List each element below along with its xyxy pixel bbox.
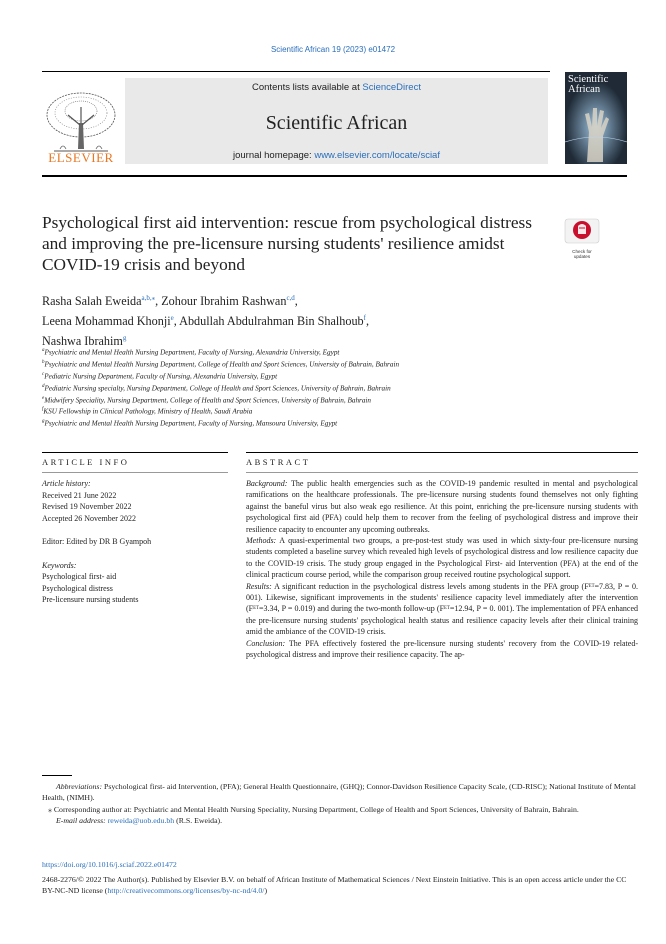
journal-cover-thumbnail: [565, 72, 627, 164]
author-name: Nashwa Ibrahim: [42, 334, 123, 349]
homepage-line: [125, 150, 548, 161]
author-separator: ,: [366, 314, 370, 329]
affiliation-text: KSU Fellowship in Clinical Pathology, Ministry of Health, Saudi Arabia: [43, 407, 253, 416]
affiliation-key: g: [42, 419, 45, 425]
header-rule-bottom: [42, 175, 627, 177]
header-rule-top: [42, 71, 550, 72]
abstract-conclusion: [246, 638, 638, 661]
keyword: Pre-licensure nursing students: [42, 595, 139, 604]
cover-title-line1: Scientific: [568, 74, 609, 85]
elsevier-wordmark: ELSEVIER: [48, 150, 114, 165]
received-date: Received 21 June 2022: [42, 490, 117, 500]
author: [179, 314, 369, 328]
keyword: Psychological first- aid: [42, 572, 117, 581]
corresponding-author-footnote: [42, 805, 638, 816]
footnote-rule: [42, 775, 72, 776]
conclusion-text: The PFA effectively fostered the pre-licensure nursing students' recovery from the COVID-19 related- psychological distress and improve their resilience capacity. The ap-: [246, 638, 638, 660]
abstract-methods: [246, 535, 638, 581]
affiliation-key: f: [42, 407, 44, 413]
affiliation: [42, 382, 622, 394]
abstract-body: [246, 478, 638, 661]
author-name: Abdullah Abdulrahman Bin Shalhoub: [179, 314, 364, 329]
contents-prefix: Contents lists available at: [252, 82, 363, 93]
results-label: Results:: [246, 581, 272, 591]
article-info-rule: [42, 452, 228, 453]
abbreviations-text: Psychological first- aid Intervention, (PFA); General Health Questionnaire, (GHQ); Connor-Davidson Resilience Capacity Scale, (CD-RISC); National Institute of Mental Health, (NIMH).: [42, 782, 636, 802]
affiliation-text: Midwifery Speciality, Nursing Department, College of Health and Sport Sciences, University of Bahrain, Bahrain: [44, 395, 372, 404]
contents-line: [125, 82, 548, 93]
author-affil-marks[interactable]: g: [122, 334, 127, 343]
article-info: [42, 478, 228, 606]
affiliation: [42, 405, 622, 417]
doi-link[interactable]: https://doi.org/10.1016/j.sciaf.2022.e01472: [42, 860, 177, 869]
affiliation: [42, 394, 622, 406]
author-list: [42, 290, 602, 350]
abstract-background: [246, 478, 638, 535]
affiliation-key: e: [42, 395, 45, 401]
affiliation-key: d: [42, 383, 45, 389]
cover-title-line2: African: [568, 84, 601, 95]
journal-name: Scientific African: [265, 112, 408, 134]
abstract-results: [246, 581, 638, 638]
author: [42, 294, 161, 308]
author-name: Zohour Ibrahim Rashwan: [161, 294, 287, 309]
affiliation-text: Pediatric Nursing Department, Faculty of Nursing, Alexandria University, Egypt: [44, 372, 278, 381]
author: [161, 294, 298, 308]
abstract-heading: ABSTRACT: [246, 457, 311, 467]
email-footnote: [42, 816, 638, 827]
email-suffix: (R.S. Eweida).: [176, 816, 223, 826]
keyword: Psychological distress: [42, 583, 113, 593]
affiliation-key: c: [42, 371, 45, 377]
check-for-updates-badge[interactable]: [564, 218, 600, 258]
affiliation: [42, 346, 622, 358]
author-affil-marks[interactable]: e: [170, 314, 174, 323]
footnotes: [42, 782, 638, 828]
author-separator: ,: [173, 314, 180, 329]
abstract-rule-lower: [246, 472, 638, 473]
journal-reference[interactable]: Scientific African 19 (2023) e01472: [270, 45, 396, 54]
keywords-label: Keywords:: [42, 560, 77, 570]
abbreviations-label: Abbreviations:: [56, 782, 103, 791]
affiliation-key: a: [42, 348, 45, 353]
article-info-heading: ARTICLE INFO: [42, 457, 130, 467]
homepage-prefix: journal homepage:: [232, 150, 315, 161]
background-text: The public health emergencies such as the COVID-19 pandemic resulted in mental and psychological ramifications on the healthcare professionals. The pre-licensure nursing students found themselves not only fighting against the baneful virus but also weak ego resilience. At this point, enriching the pre-licensure nursing students with psychological first aid (PFA) could help them to recover from the feeling of psychological distress and improve their resilience capacity to encounter any upcoming outbreaks.: [246, 479, 638, 534]
sciencedirect-link[interactable]: ScienceDirect: [362, 82, 421, 93]
author-affil-marks[interactable]: f: [363, 314, 366, 323]
methods-text: A quasi-experimental two groups, a pre-post-test study was used in which sixty-four pre-licensure nursing students completed a baseline survey which revealed high levels of psychological distress and low resilience capacity due to the COVID-19 crisis. The study group engaged in the Psychological First- aid Intervention (PFA) at the end of the clinical practicum course period, while the comparison group received routine psychological support.: [246, 536, 638, 580]
author-affil-marks[interactable]: c,d: [286, 294, 295, 302]
copyright-close: ): [264, 885, 268, 895]
affiliations: [42, 346, 622, 429]
results-text: A significant reduction in the psychological distress levels among students in the PFA group (Fᴱᵀ=7.83, P = 0. 001). Likewise, significant improvements in the students' resilience capacity level immediately after the intervention (Fᴱᵀ=3.34, P = 0.019) and during the two-month follow-up (Fᴱᵀ=12.94, P = 0. 001). The implementation of PFA enhanced the pre-licensure nursing students' psychological health status and resilience capacity levels after their clinical training amid the ambiance of the COVID-19 crisis.: [246, 581, 638, 637]
journal-homepage-link[interactable]: www.elsevier.com/locate/sciaf: [314, 150, 440, 161]
author-separator: ,: [155, 294, 162, 309]
conclusion-label: Conclusion:: [246, 638, 286, 648]
affiliation-text: Pediatric Nursing specialty, Nursing Department, College of Health and Sport Sciences, University of Bahrain, Bahrain: [44, 384, 391, 393]
affiliation: [42, 417, 622, 429]
license-link[interactable]: http://creativecommons.org/licenses/by-nc-nd/4.0/: [107, 885, 265, 895]
editor-line: Editor: Edited by DR B Gyampoh: [42, 537, 152, 546]
author-affil-marks[interactable]: a,b,⁎: [141, 294, 156, 302]
background-label: Background:: [246, 479, 288, 488]
article-info-rule-lower: [42, 472, 228, 473]
copyright-text: 2468-2276/© 2022 The Author(s). Published by Elsevier B.V. on behalf of African Institute of Mathematical Sciences / Next Einstein Initiative. This is an open access article under the CC BY-NC-ND license (: [42, 874, 627, 895]
copyright-line: [42, 875, 638, 897]
affiliation: [42, 370, 622, 382]
corresponding-mark: ⁎: [48, 804, 52, 814]
crossmark-line1: Check for: [572, 249, 592, 254]
history-label: Article history:: [42, 479, 91, 488]
email-label: E-mail address:: [56, 816, 106, 826]
author-name: Rasha Salah Eweida: [42, 294, 142, 309]
article-title: Psychological first aid intervention: rescue from psychological distress and improving the pre-licensure nursing students' resilience amidst COVID-19 crisis and beyond: [42, 213, 533, 274]
crossmark-icon: [564, 218, 600, 244]
affiliation-key: b: [42, 359, 45, 365]
affiliation-text: Psychiatric and Mental Health Nursing Department, Faculty of Nursing, Alexandria University, Egypt: [44, 348, 340, 357]
revised-date: Revised 19 November 2022: [42, 502, 132, 511]
affiliation: [42, 358, 622, 370]
email-link[interactable]: reweida@uob.edu.bh: [107, 816, 175, 826]
accepted-date: Accepted 26 November 2022: [42, 513, 136, 523]
footer: [42, 860, 638, 900]
author: [42, 314, 179, 328]
cover-title: [568, 75, 608, 95]
affiliation-text: Psychiatric and Mental Health Nursing Department, College of Health and Sport Sciences, University of Bahrain, Bahrain: [44, 360, 400, 369]
author-separator: ,: [294, 294, 298, 309]
crossmark-line2: updates: [573, 254, 591, 259]
crossmark-label: [564, 249, 600, 259]
abbreviations-footnote: [42, 782, 638, 804]
author-name: Leena Mohammad Khonji: [42, 314, 171, 329]
corresponding-text: Corresponding author at: Psychiatric and Mental Health Nursing Speciality, Nursing Department, College of Health and Sport Sciences, University of Bahrain, Bahrain.: [53, 804, 579, 814]
affiliation-text: Psychiatric and Mental Health Nursing Department, Faculty of Nursing, Mansoura University, Egypt: [44, 419, 338, 428]
abstract-rule: [246, 452, 638, 453]
methods-label: Methods:: [246, 536, 277, 546]
